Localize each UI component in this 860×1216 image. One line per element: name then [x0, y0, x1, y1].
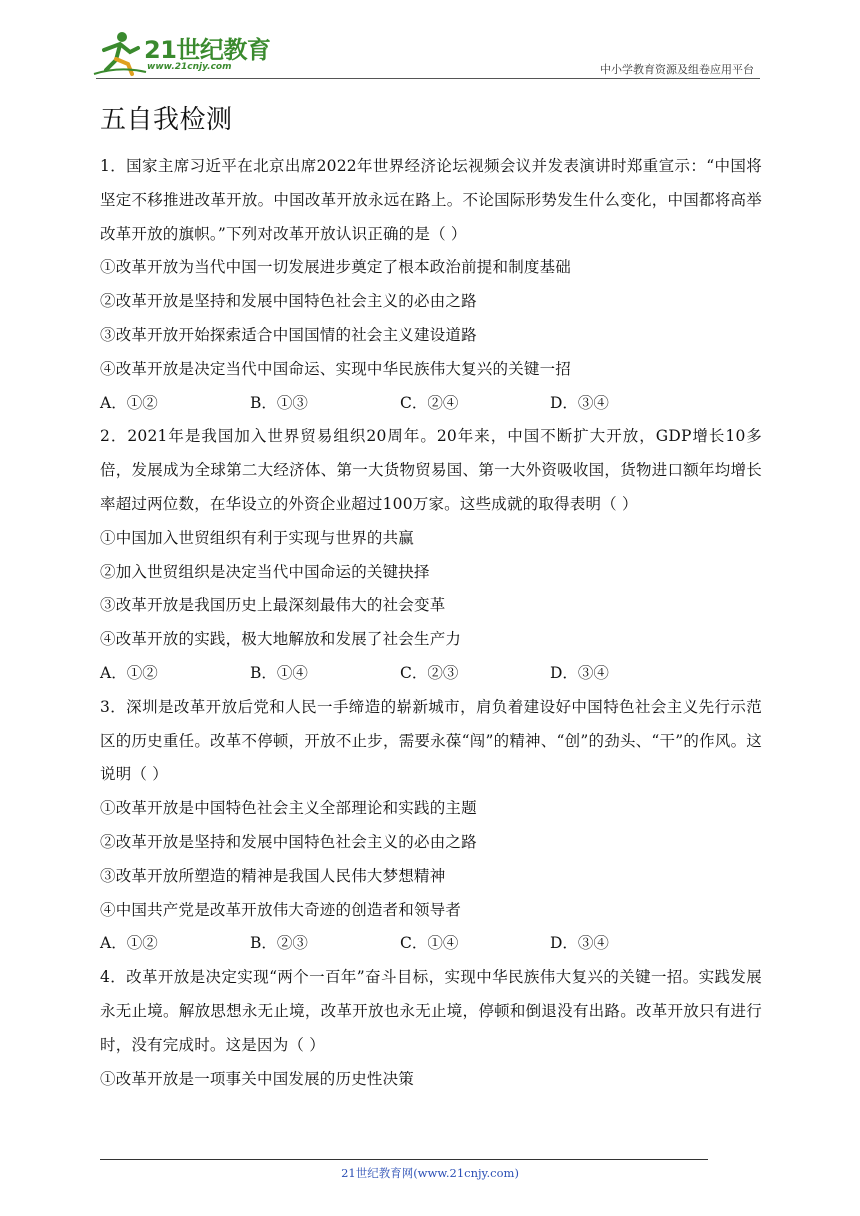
document-body [100, 100, 762, 1096]
choice-c[interactable]: C．①④ [400, 934, 459, 953]
question-stem: 2．2021年是我国加入世界贸易组织20周年。20年来，中国不断扩大开放，GDP增长10多倍，发展成为全球第二大经济体、第一大货物贸易国、第一大外资吸收国，货物进口额年均增长率超过两位数，在华设立的外资企业超过100万家。这些成就的取得表明（ ） [100, 427, 762, 513]
runner-icon [92, 28, 148, 78]
answer-choices [100, 387, 762, 421]
choice-d[interactable]: D．③④ [550, 663, 609, 682]
question-stem: 3．深圳是改革开放后党和人民一手缔造的崭新城市，肩负着建设好中国特色社会主义先行示范区的历史重任。改革不停顿，开放不止步，需要永葆“闯”的精神、“创”的劲头、“干”的作风。这说明（ ） [100, 697, 762, 784]
choice-c[interactable]: C．②④ [400, 393, 459, 412]
question-stem: 1．国家主席习近平在北京出席2022年世界经济论坛视频会议并发表演讲时郑重宣示：“中国将坚定不移推进改革开放。中国改革开放永远在路上。不论国际形势发生什么变化，中国都将高举改革开放的旗帜。”下列对改革开放认识正确的是（ ） [100, 157, 762, 243]
statement: ②改革开放是坚持和发展中国特色社会主义的必由之路 [100, 292, 477, 311]
choice-b[interactable]: B．②③ [250, 934, 308, 953]
logo-wordmark: 21世纪教育 [144, 36, 271, 64]
header-tagline: 中小学教育资源及组卷应用平台 [600, 63, 754, 76]
choice-d[interactable]: D．③④ [550, 934, 609, 953]
statement: ④改革开放的实践，极大地解放和发展了社会生产力 [100, 630, 462, 649]
question-stem: 4．改革开放是决定实现“两个一百年”奋斗目标，实现中华民族伟大复兴的关键一招。实践发展永无止境。解放思想永无止境，改革开放也永无止境，停顿和倒退没有出路。改革开放只有进行时，没有完成时。这是因为（ ） [100, 968, 762, 1054]
choice-d[interactable]: D．③④ [550, 393, 609, 412]
choice-a[interactable]: A．①② [100, 934, 158, 953]
choice-b[interactable]: B．①③ [250, 393, 308, 412]
choice-a[interactable]: A．①② [100, 663, 158, 682]
choice-c[interactable]: C．②③ [400, 663, 459, 682]
question-3 [100, 691, 762, 961]
site-logo[interactable] [92, 28, 271, 80]
statement: ①改革开放是中国特色社会主义全部理论和实践的主题 [100, 799, 477, 818]
section-title: 五自我检测 [100, 105, 233, 135]
choice-a[interactable]: A．①② [100, 393, 158, 412]
question-4 [100, 961, 762, 1096]
header-divider [96, 78, 760, 79]
statement: ③改革开放所塑造的精神是我国人民伟大梦想精神 [100, 866, 446, 885]
footer-divider [100, 1159, 708, 1160]
statement: ④中国共产党是改革开放伟大奇迹的创造者和领导者 [100, 900, 462, 919]
statement: ②加入世贸组织是决定当代中国命运的关键抉择 [100, 562, 430, 581]
statement: ②改革开放是坚持和发展中国特色社会主义的必由之路 [100, 832, 477, 851]
statement: ④改革开放是决定当代中国命运、实现中华民族伟大复兴的关键一招 [100, 359, 572, 378]
answer-choices [100, 927, 762, 961]
question-1 [100, 150, 762, 420]
logo-url: www.21cnjy.com [147, 62, 232, 72]
statement: ③改革开放是我国历史上最深刻最伟大的社会变革 [100, 596, 446, 615]
statement: ③改革开放开始探索适合中国国情的社会主义建设道路 [100, 325, 477, 344]
page-header [0, 0, 860, 90]
statement: ①中国加入世贸组织有利于实现与世界的共赢 [100, 528, 415, 547]
choice-b[interactable]: B．①④ [250, 663, 308, 682]
statement: ①改革开放为当代中国一切发展进步奠定了根本政治前提和制度基础 [100, 258, 572, 277]
statement: ①改革开放是一项事关中国发展的历史性决策 [100, 1069, 415, 1088]
page-footer[interactable]: 21世纪教育网(www.21cnjy.com) [341, 1166, 519, 1180]
question-2 [100, 420, 762, 690]
answer-choices [100, 657, 762, 691]
